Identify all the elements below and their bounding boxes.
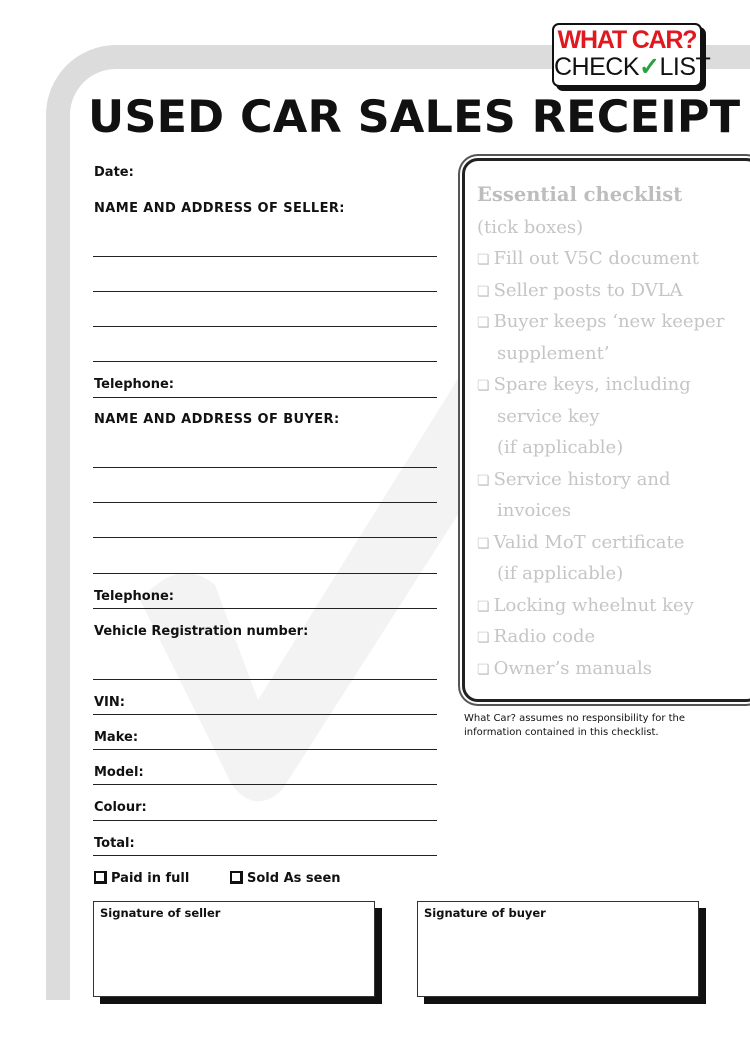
checkbox-icon[interactable]: ❏ (477, 315, 490, 331)
date-label: Date: (94, 165, 134, 180)
seller-signature-box[interactable] (93, 901, 375, 997)
checklist-item[interactable]: ❏ Buyer keeps ‘new keeper (477, 311, 725, 332)
checklist-item-continued: supplement’ (497, 343, 610, 364)
colour-label: Colour: (94, 800, 147, 815)
page-title: USED CAR SALES RECEIPT (88, 92, 741, 143)
paid-in-full-option[interactable] (94, 871, 189, 886)
checkbox-icon[interactable]: ❏ (477, 252, 490, 268)
checklist-item-continued: (if applicable) (497, 437, 624, 458)
checkbox-icon[interactable]: ❏ (477, 630, 490, 646)
checkbox-icon[interactable]: ❏ (477, 662, 490, 678)
essential-checklist-panel (462, 158, 750, 702)
checklist-subheading: (tick boxes) (477, 217, 584, 238)
total-line[interactable] (93, 855, 437, 856)
buyer-address-line-2[interactable] (93, 502, 437, 503)
seller-address-line-2[interactable] (93, 291, 437, 292)
model-label: Model: (94, 765, 144, 780)
checklist-item[interactable]: ❏ Spare keys, including (477, 374, 691, 395)
checkbox-icon[interactable]: ❏ (477, 473, 490, 489)
checkbox-icon[interactable]: ❏ (477, 536, 490, 552)
checkbox-icon[interactable]: ❏ (477, 378, 490, 394)
checkbox-icon[interactable]: ❏ (477, 284, 490, 300)
checklist-item-continued: (if applicable) (497, 563, 624, 584)
seller-telephone-label: Telephone: (94, 377, 174, 392)
make-label: Make: (94, 730, 139, 745)
sold-as-seen-label: Sold As seen (247, 871, 341, 886)
seller-signature-label: Signature of seller (100, 906, 221, 920)
checklist-heading: Essential checklist (477, 183, 683, 206)
make-line[interactable] (93, 749, 437, 750)
vin-label: VIN: (94, 695, 125, 710)
checklist-item[interactable]: ❏ Valid MoT certificate (477, 532, 685, 553)
what-car-checklist-logo (552, 23, 711, 87)
total-label: Total: (94, 836, 135, 851)
checklist-item[interactable]: ❏ Radio code (477, 626, 596, 647)
logo-tick-icon: ✓ (639, 53, 660, 81)
checklist-item-continued: service key (497, 406, 600, 427)
vin-line[interactable] (93, 714, 437, 715)
seller-address-line-3[interactable] (93, 326, 437, 327)
buyer-signature-label: Signature of buyer (424, 906, 546, 920)
model-line[interactable] (93, 784, 437, 785)
sold-as-seen-option[interactable] (230, 871, 341, 886)
buyer-telephone-line[interactable] (93, 608, 437, 609)
buyer-address-line-3[interactable] (93, 537, 437, 538)
checklist-item[interactable]: ❏ Locking wheelnut key (477, 595, 694, 616)
checklist-item-continued: invoices (497, 500, 572, 521)
registration-label: Vehicle Registration number: (94, 624, 309, 639)
buyer-heading: NAME AND ADDRESS OF BUYER: (94, 412, 340, 427)
buyer-address-line-4[interactable] (93, 573, 437, 574)
buyer-telephone-label: Telephone: (94, 589, 174, 604)
colour-line[interactable] (93, 820, 437, 821)
checklist-item[interactable]: ❏ Seller posts to DVLA (477, 280, 683, 301)
checkbox-icon[interactable] (230, 871, 243, 884)
logo-brand: WHAT CAR? (557, 26, 697, 54)
seller-heading: NAME AND ADDRESS OF SELLER: (94, 201, 345, 216)
checklist-item[interactable]: ❏ Fill out V5C document (477, 248, 699, 269)
logo-checklist: CHECK✓LIST (554, 53, 711, 81)
checkbox-icon[interactable]: ❏ (477, 599, 490, 615)
registration-line[interactable] (93, 679, 437, 680)
checklist-item[interactable]: ❏ Service history and (477, 469, 671, 490)
buyer-address-line-1[interactable] (93, 467, 437, 468)
seller-address-line-4[interactable] (93, 361, 437, 362)
disclaimer-text: What Car? assumes no responsibility for the information contained in this checklist. (464, 713, 686, 738)
buyer-signature-box[interactable] (417, 901, 699, 997)
seller-telephone-line[interactable] (93, 397, 437, 398)
checkbox-icon[interactable] (94, 871, 107, 884)
checklist-item[interactable]: ❏ Owner’s manuals (477, 658, 652, 679)
paid-in-full-label: Paid in full (111, 871, 190, 886)
seller-address-line-1[interactable] (93, 256, 437, 257)
